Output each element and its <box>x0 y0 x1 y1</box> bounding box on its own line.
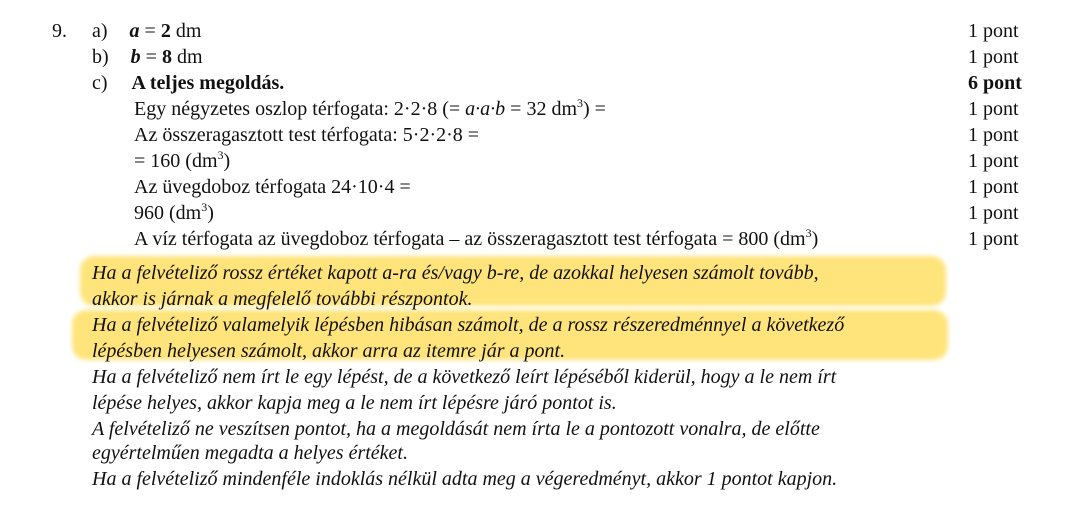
item-b-points: 1 pont <box>968 46 1019 68</box>
note-line-7: A felvételiző ne veszítsen pontot, ha a megoldását nem írta le a pontozott vonalra, de előtte <box>92 418 820 440</box>
step-1-sup: 3 <box>577 96 584 110</box>
item-a-var: a <box>129 20 140 42</box>
step-3-text: = 160 (dm <box>134 150 218 172</box>
step-3-end: ) <box>223 150 231 172</box>
step-1 <box>134 96 606 122</box>
step-1-end: ) = <box>583 98 606 120</box>
item-b-label: b) <box>92 46 109 68</box>
note-line-8: egyértelműen megadta a helyes értéket. <box>92 442 408 464</box>
note-line-9: Ha a felvételiző mindenféle indoklás nélkül adta meg a végeredményt, akkor 1 pontot kapjon. <box>92 468 838 490</box>
note-line-6: lépése helyes, akkor kapja meg a le nem írt lépésre járó pontot is. <box>92 392 617 414</box>
step-6 <box>134 226 818 252</box>
step-5-points: 1 pont <box>968 202 1019 224</box>
step-2-text: Az összeragasztott test térfogata: 5·2·2·8 = <box>134 124 480 146</box>
note-line-1: Ha a felvételiző rossz értéket kapott a-ra és/vagy b-re, de azokkal helyesen számolt tovább, <box>92 262 819 284</box>
note-line-2: akkor is járnak a megfelelő további részpontok. <box>92 288 473 310</box>
note-line-4: lépésben helyesen számolt, akkor arra az itemre jár a pont. <box>92 340 566 362</box>
item-b <box>92 44 203 70</box>
task-number: 9. <box>52 20 67 42</box>
step-5 <box>134 200 214 226</box>
item-a <box>92 18 201 44</box>
step-6-end: ) <box>811 228 819 250</box>
step-5-end: ) <box>207 202 214 224</box>
step-2 <box>134 122 479 148</box>
item-a-unit: dm <box>170 20 202 42</box>
item-a-value: 2 <box>160 20 171 42</box>
item-a-points: 1 pont <box>968 20 1019 42</box>
step-4-points: 1 pont <box>968 176 1019 198</box>
step-3-points: 1 pont <box>968 150 1019 172</box>
step-1-math: a·a·b <box>465 98 506 120</box>
item-a-eq: = <box>139 20 161 42</box>
step-5-text: 960 (dm <box>134 202 202 224</box>
step-1-prefix: Egy négyzetes oszlop térfogata: 2·2·8 (= <box>134 98 466 120</box>
note-line-3: Ha a felvételiző valamelyik lépésben hibásan számolt, de a rossz részeredménnyel a következő <box>92 314 845 336</box>
step-3 <box>134 148 230 174</box>
step-6-sup: 3 <box>805 226 812 240</box>
step-6-points: 1 pont <box>968 228 1019 250</box>
step-1-points: 1 pont <box>968 98 1019 120</box>
item-b-unit: dm <box>171 46 203 68</box>
step-4-text: Az üvegdoboz térfogata 24·10·4 = <box>134 176 411 198</box>
step-6-text: A víz térfogata az üvegdoboz térfogata – az összeragasztott test térfogata = 800 (dm <box>134 228 806 250</box>
note-line-5: Ha a felvételiző nem írt le egy lépést, de a következő leírt lépéséből kiderül, hogy a le nem írt <box>92 366 837 388</box>
step-1-suffix: = 32 dm <box>505 98 578 120</box>
step-2-points: 1 pont <box>968 124 1019 146</box>
item-c-label: c) <box>92 72 108 94</box>
item-c-points: 6 pont <box>968 72 1022 94</box>
item-c <box>92 70 284 96</box>
step-3-sup: 3 <box>217 148 224 162</box>
item-a-label: a) <box>92 20 108 42</box>
item-b-eq: = <box>140 46 162 68</box>
item-b-value: 8 <box>161 46 172 68</box>
step-5-sup: 3 <box>201 200 208 214</box>
item-b-var: b <box>130 46 141 68</box>
step-4 <box>134 174 411 200</box>
item-c-title: A teljes megoldás. <box>131 72 285 94</box>
